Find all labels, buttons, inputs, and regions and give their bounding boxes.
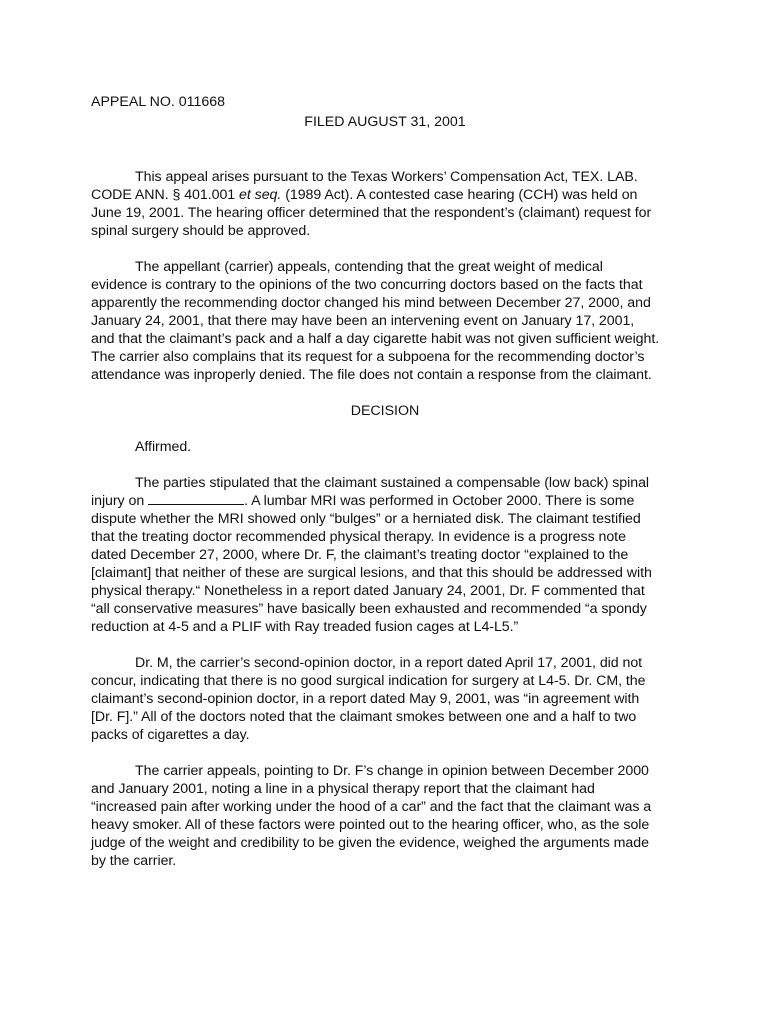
paragraph-second-opinion: Dr. M, the carrier’s second-opinion doctor, in a report dated April 17, 2001, did not concur, indicating that there is no good surgical indication for surgery at L4-5. Dr. CM, the claimant’s second-opinion doctor, in a report dated May 9, 2001, was “in agreement with [Dr. F].” All of the doctors noted that the claimant smokes between one and a half to two packs of cigarettes a day. (91, 655, 646, 743)
document-body (91, 93, 661, 870)
paragraph-carrier-appeal: The appellant (carrier) appeals, contending that the great weight of medical evidence is contrary to the opinions of the two concurring doctors based on the facts that apparently the recommending doctor changed his mind between December 27, 2000, and January 24, 2001, that there may have been an intervening event on January 17, 2001, and that the claimant’s pack and a half a day cigarette habit was not given sufficient weight. The carrier also complains that its request for a subpoena for the recommending doctor’s attendance was inproperly denied. The file does not contain a response from the claimant. (91, 259, 660, 383)
paragraph-intro: This appeal arises pursuant to the Texas Workers’ Compensation Act, TEX. LAB. CODE ANN. § 401.001 et seq. (1989 Act). A contested case hearing (CCH) was held on June 19, 2001. The hearing officer determined that the respondent’s (claimant) request for spinal surgery should be approved. (91, 169, 652, 239)
redacted-date-blank (148, 492, 244, 505)
appeal-number: APPEAL NO. 011668 (91, 94, 226, 110)
paragraph-affirmed: Affirmed. (135, 439, 192, 455)
paragraph-carrier-points: The carrier appeals, pointing to Dr. F’s change in opinion between December 2000 and January 2001, noting a line in a physical therapy report that the claimant had “increased pain after working under the hood of a car” and the fact that the claimant was a heavy smoker. All of these factors were pointed out to the hearing officer, who, as the sole judge of the weight and credibility to be given the evidence, weighed the arguments made by the carrier. (91, 763, 652, 869)
decision-heading: DECISION (350, 403, 420, 419)
filed-date: FILED AUGUST 31, 2001 (304, 114, 466, 130)
paragraph-stipulation: The parties stipulated that the claimant sustained a compensable (low back) spinal injury on . A lumbar MRI was performed in October 2000. There is some dispute whether the MRI showed only “bulges” or a herniated disk. The claimant testified that the treating doctor recommended physical therapy. In evidence is a progress note dated December 27, 2000, where Dr. F, the claimant’s treating doctor “explained to the [claimant] that neither of these are surgical lesions, and that this should be addressed with physical therapy.“ Nonetheless in a report dated January 24, 2001, Dr. F commented that “all conservative measures” have basically been exhausted and recommended “a spondy reduction at 4-5 and a PLIF with Ray treaded fusion cages at L4-L5.” (91, 475, 652, 635)
